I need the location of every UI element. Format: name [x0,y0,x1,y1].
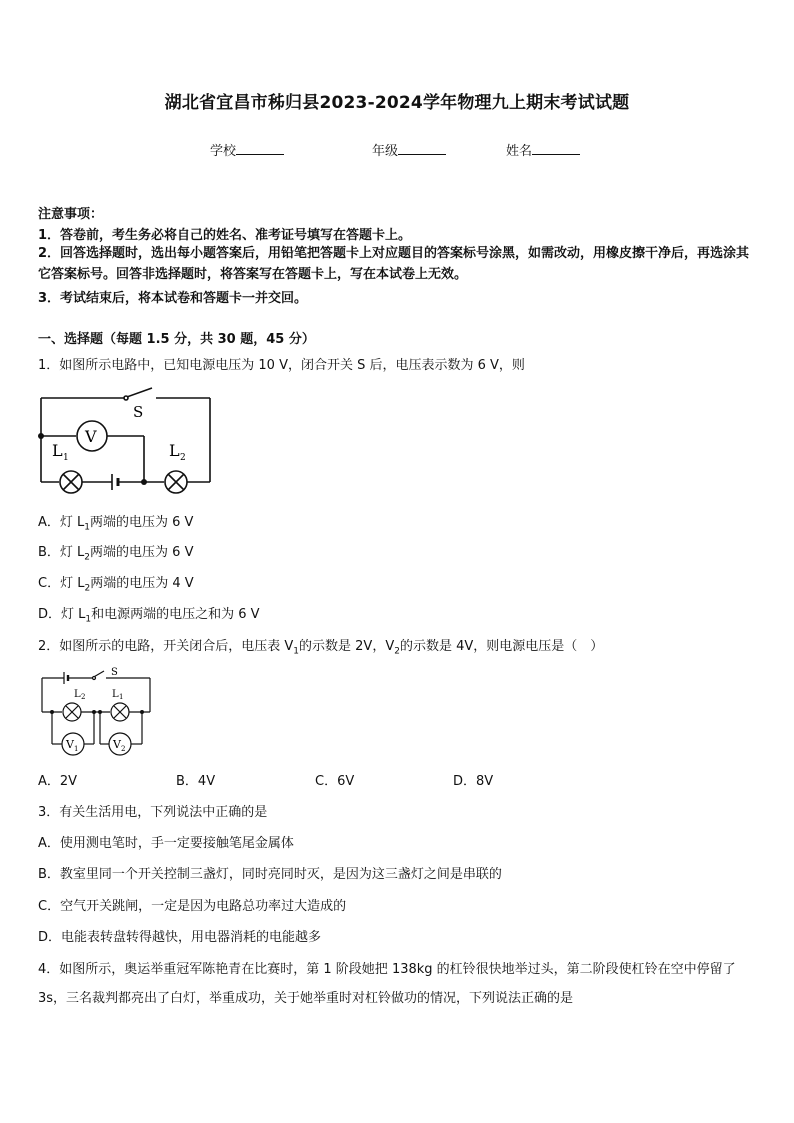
q1-lamp2-label: L [169,441,180,460]
q1-option-d: D．灯 $L_1$和电源两端的电压之和为 6 V [38,607,260,625]
q2-option-d: D．8V [453,774,494,789]
q1-option-b: B．灯 $L_2$两端的电压为 6 V [38,545,194,563]
q2-meter2-label: V [113,738,121,751]
q2-option-b: B．4V [176,774,216,789]
q1-lamp1-label: L [52,441,63,460]
q2-meter1-sub: 1 [74,745,79,753]
section-heading: 一、选择题（每题 1.5 分，共 30 题，45 分） [38,332,315,347]
q3-option-c: C．空气开关跳闸，一定是因为电路总功率过大造成的 [38,899,347,914]
page-title: 湖北省宜昌市秭归县2023-2024学年物理九上期末考试试题 [164,93,630,113]
q1-voltmeter-label: V [85,427,97,446]
q2-lamp-right-sub: 1 [119,693,124,701]
q1-lamp2-sub: 2 [180,453,186,463]
q2-meter2-sub: 2 [121,745,126,753]
q1-option-c: C．灯 $L_2$两端的电压为 4 V [38,576,194,594]
q1-option-a: A．灯 $L_1$两端的电压为 6 V [38,515,194,533]
q3-option-d: D．电能表转盘转得越快，用电器消耗的电能越多 [38,930,322,945]
q3-stem: 3．有关生活用电，下列说法中正确的是 [38,805,268,820]
q3-option-b: B．教室里同一个开关控制三盏灯，同时亮同时灭，是因为这三盏灯之间是串联的 [38,867,502,882]
q2-switch-label: S [111,667,118,678]
q2-circuit-diagram [38,664,158,758]
q2-option-a: A．2V [38,774,78,789]
name-blank [532,142,580,155]
grade-label: 年级 [372,144,399,159]
q2-meter1-label: V [66,738,74,751]
school-blank [236,142,284,155]
q3-option-a: A．使用测电笔时，手一定要接触笔尾金属体 [38,836,294,851]
notice-item-3: 3．考试结束后，将本试卷和答题卡一并交回。 [38,291,308,306]
school-field [210,140,284,159]
grade-field [372,140,446,159]
notice-item-2: 2．回答选择题时，选出每小题答案后，用铅笔把答题卡上对应题目的答案标号涂黑，如需改动，用橡皮擦干净后，再选涂其它答案标号。回答非选择题时，将答案写在答题卡上，写在本试卷上无效。 [38,246,750,282]
q2-lamp-right-label: L [112,689,119,700]
school-label: 学校 [210,144,237,159]
q1-switch-label: S [133,403,144,421]
grade-blank [398,142,446,155]
q1-circuit-diagram [36,384,216,496]
q4-stem: 4．如图所示，奥运举重冠军陈艳青在比赛时，第 1 阶段她把 138kg 的杠铃很快地举过头，第二阶段使杠铃在空中停留了 3s，三名裁判都亮出了白灯，举重成功，关于她举重时对杠铃做功的情况，下列说法正确的是 [38,962,736,1006]
q2-lamp-left-label: L [74,689,81,700]
name-label: 姓名 [506,144,533,159]
notice-heading: 注意事项： [38,207,104,222]
notice-item-1: 1．答卷前，考生务必将自己的姓名、准考证号填写在答题卡上。 [38,228,412,243]
name-field [506,140,580,159]
q1-lamp1-sub: 1 [63,453,69,463]
q1-stem: 1．如图所示电路中，已知电源电压为 10 V，闭合开关 S 后，电压表示数为 6 V，则 [38,358,525,373]
q2-option-c: C．6V [315,774,355,789]
q2-stem: 2．如图所示的电路，开关闭合后，电压表 $V_1$的示数是 2V，$V_2$的示数是 4V，则电源电压是（ ） [38,639,604,657]
q2-lamp-left-sub: 2 [81,693,86,701]
